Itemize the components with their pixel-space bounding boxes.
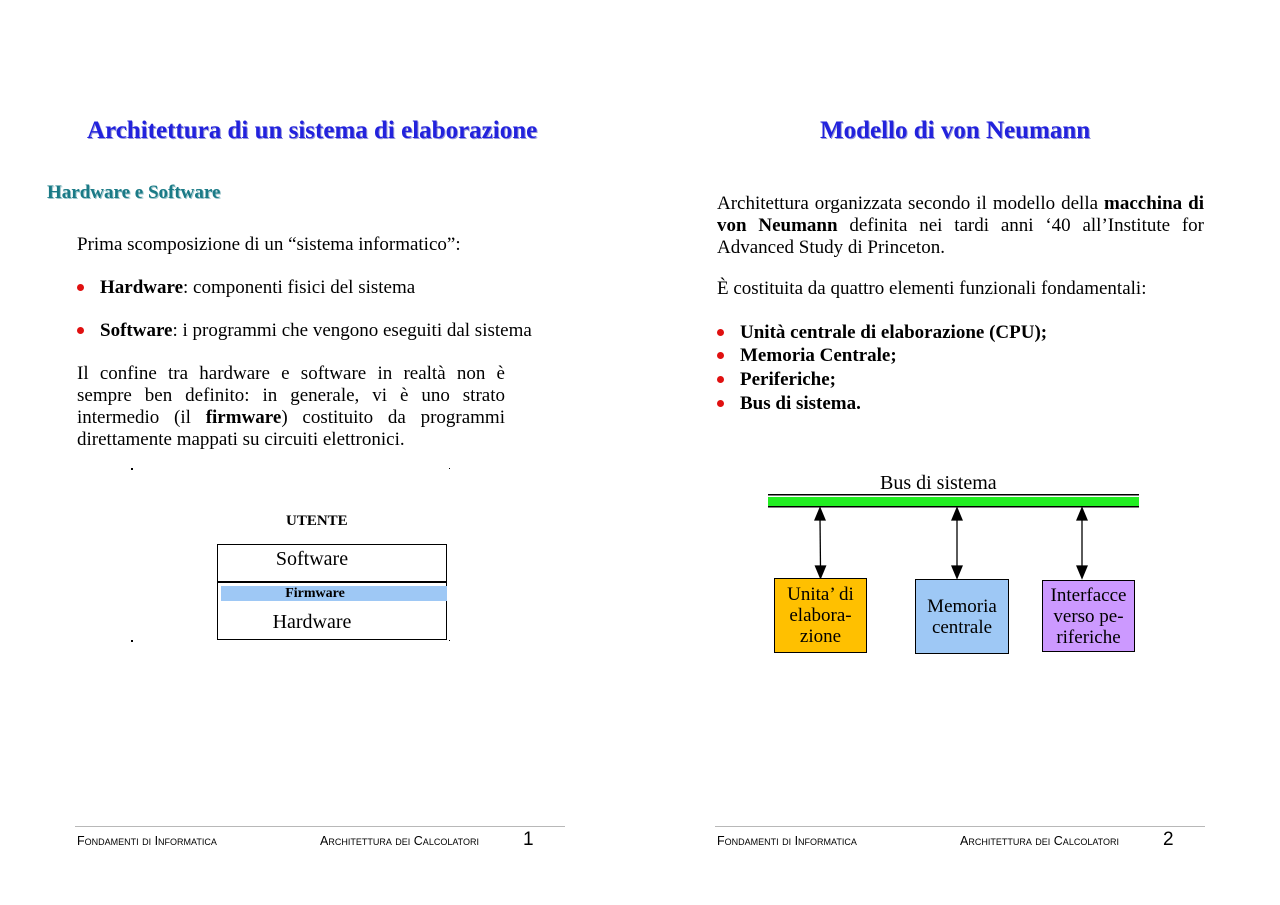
page-number: 1 bbox=[523, 829, 534, 850]
bus-bar bbox=[768, 494, 1139, 508]
bullet-term: Software bbox=[100, 320, 173, 341]
bullet-text: Periferiche; bbox=[740, 369, 836, 390]
user-label: UTENTE bbox=[286, 513, 348, 529]
footer-chapter: Architettura dei Calcolatori bbox=[320, 834, 479, 848]
page1-intro: Prima scomposizione di un “sistema informatico”: bbox=[77, 234, 461, 255]
page2-bullet-memory bbox=[740, 345, 897, 367]
software-layer: Software bbox=[275, 548, 349, 570]
memory-box: Memoria centrale bbox=[915, 579, 1009, 654]
firmware-label: Firmware bbox=[285, 586, 345, 601]
page2-paragraph2: È costituita da quattro elementi funzionali fondamentali: bbox=[717, 278, 1147, 299]
paragraph-text: ) costituito da programmi direttamente mappati su circuiti elettronici. bbox=[77, 407, 505, 450]
bullet-text: Unità centrale di elaborazione (CPU); bbox=[740, 322, 1048, 343]
paragraph-text: Architettura organizzata secondo il modello della bbox=[717, 193, 1105, 214]
paragraph-text: Il confine tra hardware e software in realtà non è sempre ben definito: in generale, vi è uno strato intermedio (il bbox=[77, 363, 505, 428]
page1-bullet-software bbox=[100, 320, 532, 342]
corner-mark bbox=[131, 468, 133, 470]
arrow-cpu bbox=[815, 508, 826, 578]
corner-mark bbox=[449, 468, 450, 469]
bullet-dot-icon bbox=[717, 400, 724, 407]
footer-rule bbox=[75, 826, 565, 827]
footer-course: Fondamenti di Informatica bbox=[77, 834, 217, 848]
bullet-dot-icon bbox=[717, 352, 724, 359]
bus-label: Bus di sistema bbox=[880, 472, 997, 494]
bullet-dot-icon bbox=[77, 327, 84, 334]
footer-course: Fondamenti di Informatica bbox=[717, 834, 857, 848]
page-number: 2 bbox=[1163, 829, 1174, 850]
page2-title: Modello di von Neumann bbox=[820, 117, 1091, 144]
corner-mark bbox=[449, 640, 450, 641]
von-neumann-term: macchina di von Neumann bbox=[717, 193, 1205, 236]
page1-bullet-hardware bbox=[100, 277, 415, 299]
firmware-layer bbox=[221, 586, 447, 601]
bullet-text: : i programmi che vengono eseguiti dal sistema bbox=[172, 320, 532, 341]
layer-divider bbox=[218, 581, 446, 583]
page2-paragraph1 bbox=[717, 193, 1204, 259]
bullet-text: Memoria Centrale; bbox=[740, 345, 897, 366]
bullet-dot-icon bbox=[717, 376, 724, 383]
page1-subtitle: Hardware e Software bbox=[47, 182, 221, 203]
page2-bullet-peripherals bbox=[740, 369, 836, 391]
arrow-interfaces bbox=[1077, 508, 1087, 578]
cpu-box: Unita’ di elabora- zione bbox=[774, 578, 867, 653]
paragraph-text: definita nei tardi anni ‘40 all’Institute for Advanced Study di Princeton. bbox=[717, 215, 1205, 258]
bullet-text: Bus di sistema. bbox=[740, 393, 861, 414]
page1-paragraph bbox=[77, 363, 505, 451]
footer-chapter: Architettura dei Calcolatori bbox=[960, 834, 1119, 848]
corner-mark bbox=[131, 640, 133, 642]
bullet-dot-icon bbox=[717, 329, 724, 336]
bullet-dot-icon bbox=[77, 284, 84, 291]
layers-diagram bbox=[217, 544, 447, 640]
page2-bullet-cpu bbox=[740, 322, 1047, 344]
arrow-memory bbox=[952, 508, 962, 578]
interfaces-box: Interfacce verso pe- riferiche bbox=[1042, 580, 1135, 652]
page1-title: Architettura di un sistema di elaborazione bbox=[87, 117, 538, 144]
firmware-term: firmware bbox=[205, 407, 282, 428]
bus-diagram bbox=[764, 492, 1144, 582]
bullet-term: Hardware bbox=[100, 277, 184, 298]
hardware-layer: Hardware bbox=[272, 611, 352, 633]
bullet-text: : componenti fisici del sistema bbox=[183, 277, 416, 298]
footer-rule bbox=[715, 826, 1205, 827]
page2-bullet-bus bbox=[740, 393, 861, 415]
